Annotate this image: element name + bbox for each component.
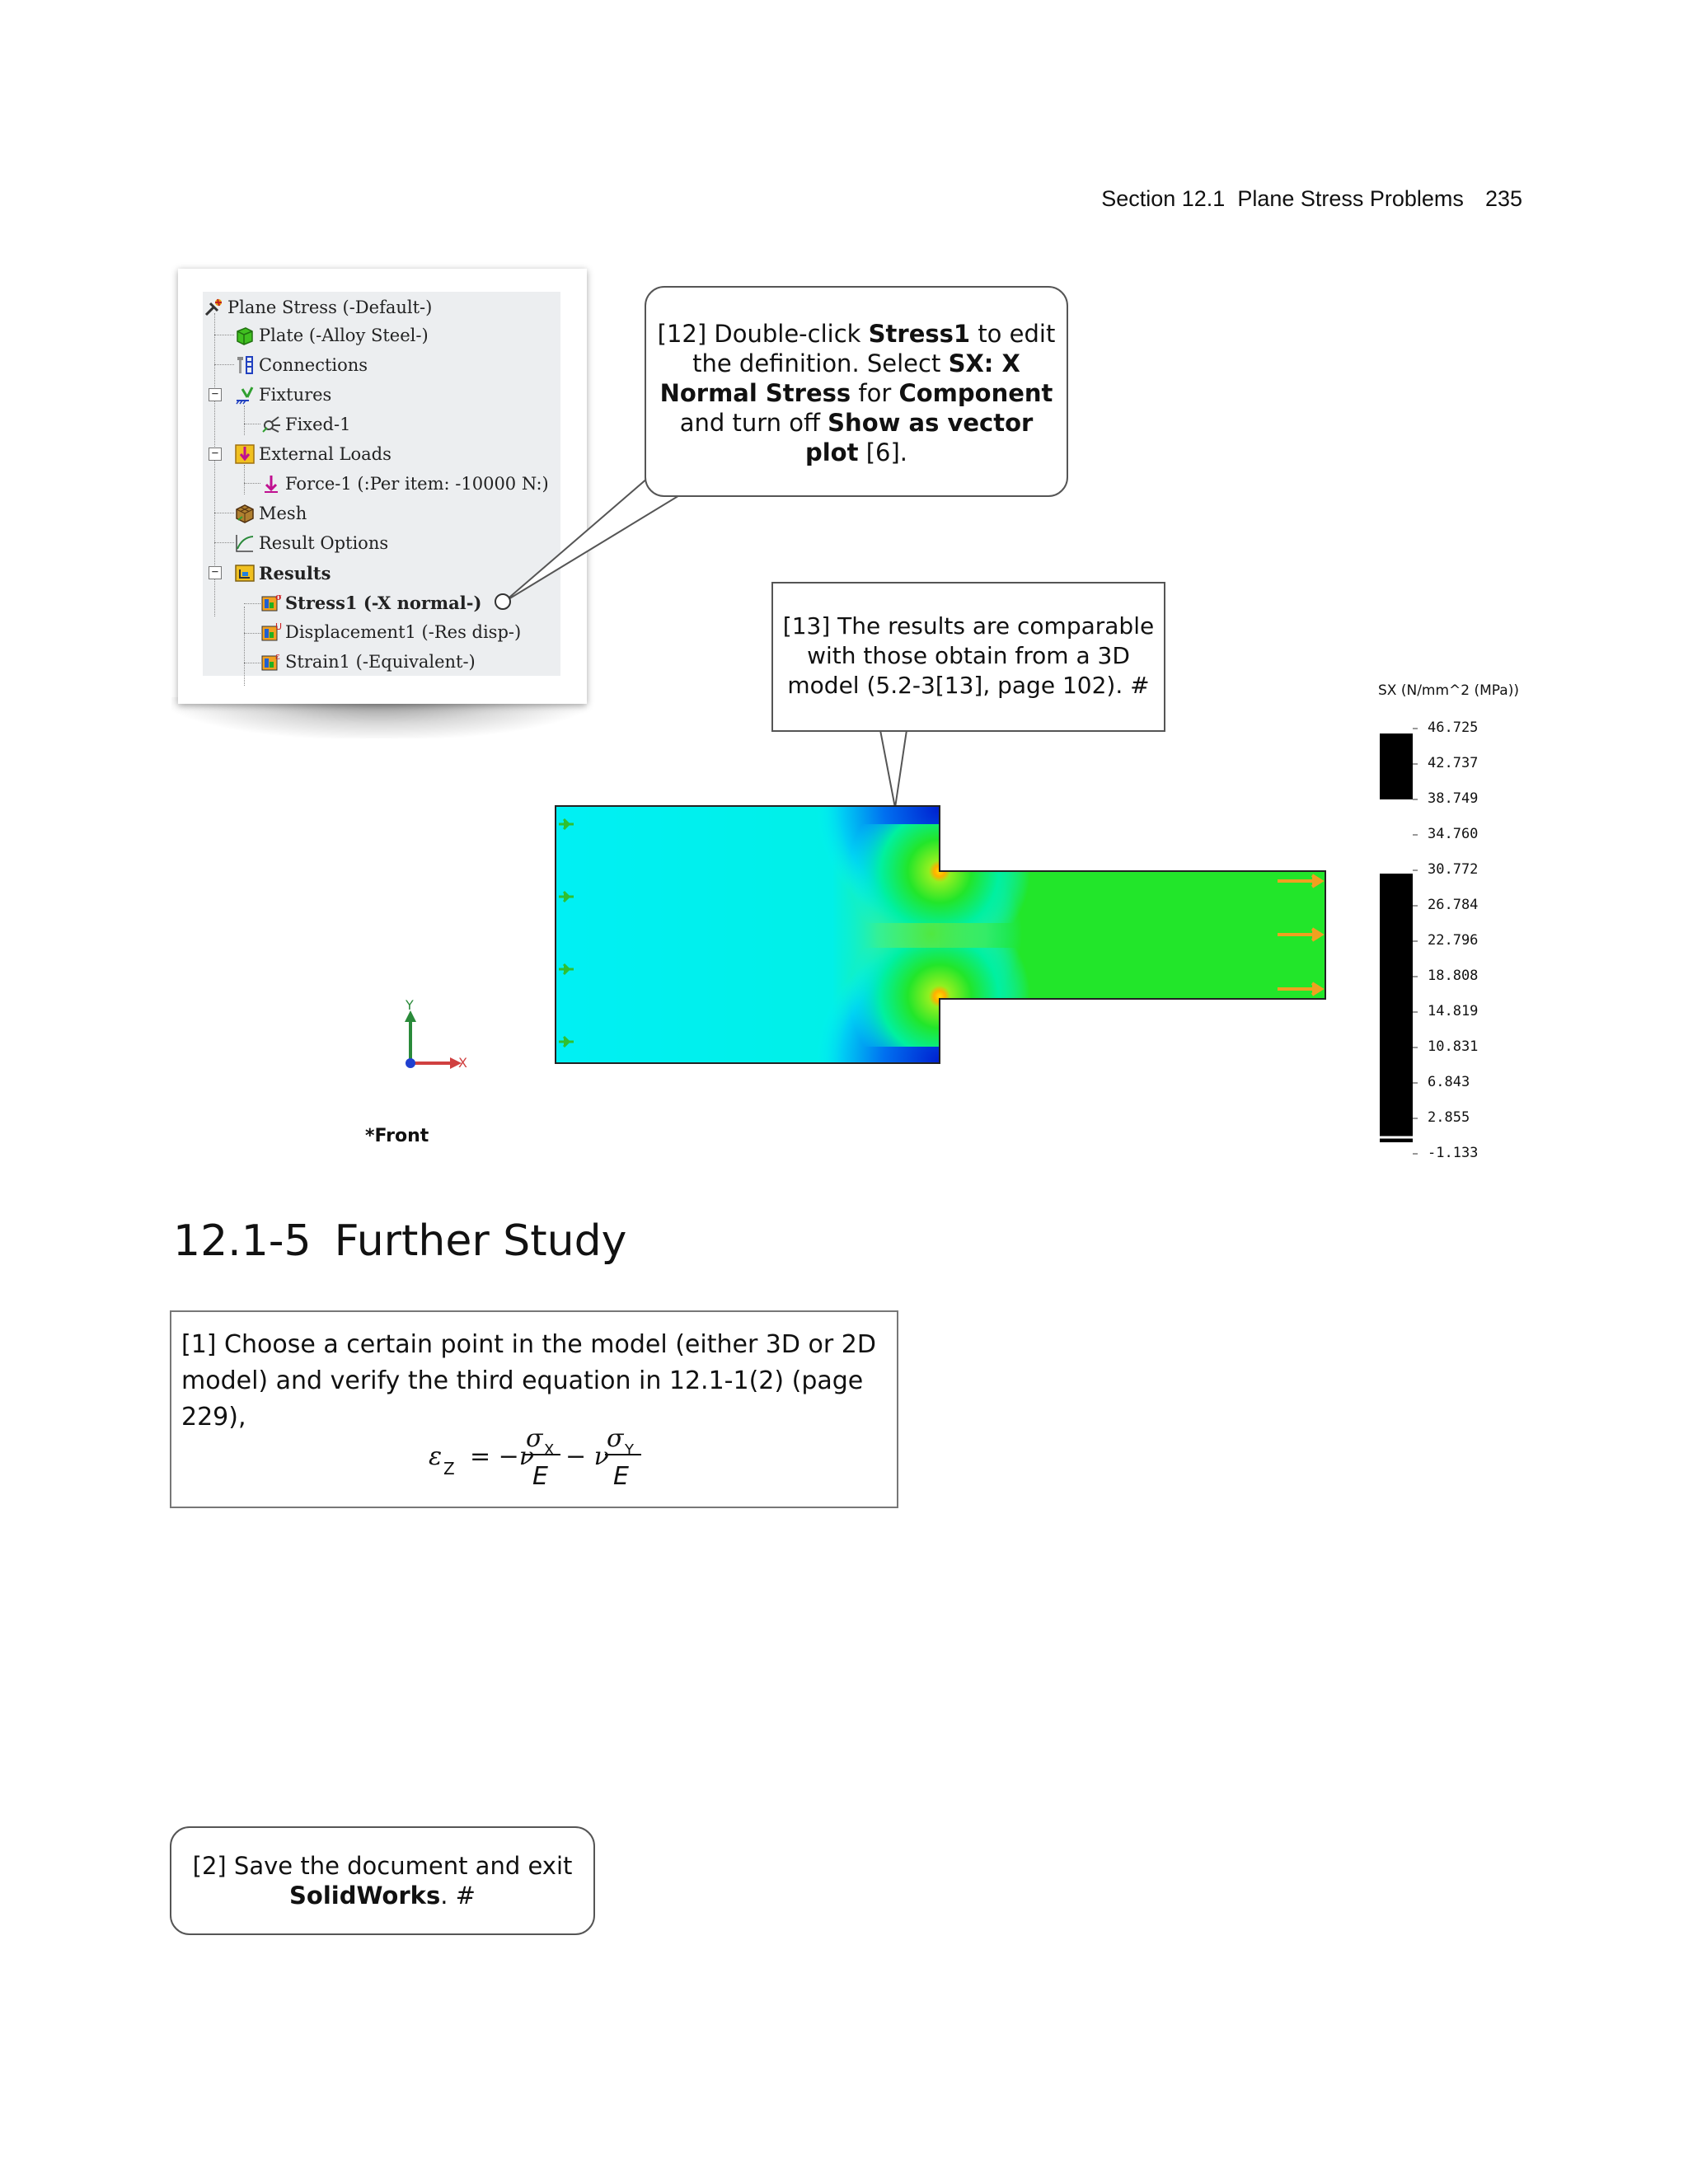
tree-item-label: Plane Stress (-Default-) <box>227 298 433 317</box>
section-heading <box>173 1216 626 1266</box>
svg-text:σ: σ <box>275 592 282 602</box>
expander-fixtures[interactable]: − <box>209 388 222 401</box>
callout2-bold-solidworks: SolidWorks <box>289 1882 441 1910</box>
svg-text:ε: ε <box>275 651 280 662</box>
tree-item-label: External Loads <box>259 444 392 464</box>
callout2-text-1: [2] Save the document and exit <box>192 1852 573 1880</box>
triad-x-label: X <box>458 1055 467 1071</box>
eq-sigma-x: σ <box>526 1424 543 1453</box>
eq-fraction-bar <box>524 1454 560 1455</box>
expander-external-loads[interactable]: − <box>209 448 222 461</box>
tree-item-label: Plate (-Alloy Steel-) <box>259 326 429 345</box>
tree-item-label: Fixtures <box>259 385 332 405</box>
coordinate-triad-icon <box>405 1010 462 1069</box>
tree-item-label: Stress1 (-X normal-) <box>285 592 482 613</box>
callout12-bold-stress1: Stress1 <box>868 320 971 348</box>
section-title: Further Study <box>334 1216 627 1266</box>
callout12-bold-component: Component <box>898 379 1053 407</box>
eq-sigma-y-sub: Y <box>625 1441 634 1459</box>
callout12-bold-sx: SX: X Normal Stress <box>659 349 1020 407</box>
legend-value: 26.784 <box>1428 897 1479 913</box>
callout12-text-2: to edit the definition. Select <box>692 320 1056 377</box>
callout13-text: [13] The results are comparable with those obtain from a 3D model (5.2-3[13], page 102). # <box>782 612 1155 699</box>
eq-sigma-y: σ <box>607 1424 624 1453</box>
header-section: Section 12.1 <box>1101 186 1226 211</box>
callout12-text-1: Double-click <box>714 320 861 348</box>
eq-epsilon: ε <box>429 1442 443 1471</box>
legend-value: 42.737 <box>1428 755 1479 771</box>
legend-value: -1.133 <box>1428 1145 1479 1161</box>
legend-value: 30.772 <box>1428 861 1479 878</box>
eq-sigma-x-sub: X <box>544 1441 555 1459</box>
callout2-text-2: . # <box>440 1882 476 1910</box>
legend-value: 46.725 <box>1428 719 1479 736</box>
callout12-text-4: and turn off <box>679 409 820 437</box>
tree-item-label: Fixed-1 <box>285 415 351 434</box>
section-number: 12.1-5 <box>173 1216 312 1266</box>
eq-denominator-e: E <box>532 1462 548 1491</box>
eq-denominator-e: E <box>613 1462 629 1491</box>
legend-value: 34.760 <box>1428 826 1479 842</box>
eq-equals-nu: = −ν <box>470 1442 535 1471</box>
study-text: [1] Choose a certain point in the model (either 3D or 2D model) and verify the third equation in 12.1-1(2) (page 229), <box>181 1330 876 1432</box>
svg-text:U: U <box>275 621 282 632</box>
callout12-bold-show-vector: Show as vector plot <box>804 409 1034 466</box>
expander-results[interactable]: − <box>209 566 222 579</box>
tree-item-label: Force-1 (:Per item: -10000 N:) <box>285 474 549 494</box>
legend-value: 6.843 <box>1428 1074 1470 1090</box>
page-number: 235 <box>1484 186 1522 211</box>
legend-value: 14.819 <box>1428 1003 1479 1019</box>
header-title: Plane Stress Problems <box>1237 186 1464 211</box>
strain-equation <box>171 1414 897 1491</box>
callout12-text-3: for <box>858 379 892 407</box>
triad-y-label: Y <box>406 997 414 1013</box>
tree-item-label: Result Options <box>259 533 389 553</box>
tree-item-label: Results <box>259 562 331 583</box>
legend-title: SX (N/mm^2 (MPa)) <box>1378 682 1519 699</box>
legend-value: 2.855 <box>1428 1109 1470 1126</box>
view-orientation-label: *Front <box>365 1126 429 1146</box>
callout-step-2 <box>170 1826 595 1935</box>
legend-value: 22.796 <box>1428 932 1479 949</box>
legend-color-bar <box>1376 717 1426 1162</box>
callout12-step: [12] <box>657 320 707 348</box>
legend-value: 10.831 <box>1428 1038 1479 1055</box>
further-study-box <box>170 1310 898 1508</box>
tree-item-label: Strain1 (-Equivalent-) <box>285 652 476 672</box>
tree-item-label: Connections <box>259 355 368 375</box>
tree-item-label: Mesh <box>259 504 307 523</box>
eq-epsilon-sub: Z <box>443 1459 455 1479</box>
tree-item-label: Displacement1 (-Res disp-) <box>285 622 522 642</box>
legend-value: 38.749 <box>1428 790 1479 807</box>
eq-fraction-bar <box>605 1454 641 1455</box>
eq-minus-nu: − ν <box>565 1442 609 1471</box>
legend-value: 18.808 <box>1428 968 1479 984</box>
callout12-text-5: [6]. <box>865 438 907 466</box>
